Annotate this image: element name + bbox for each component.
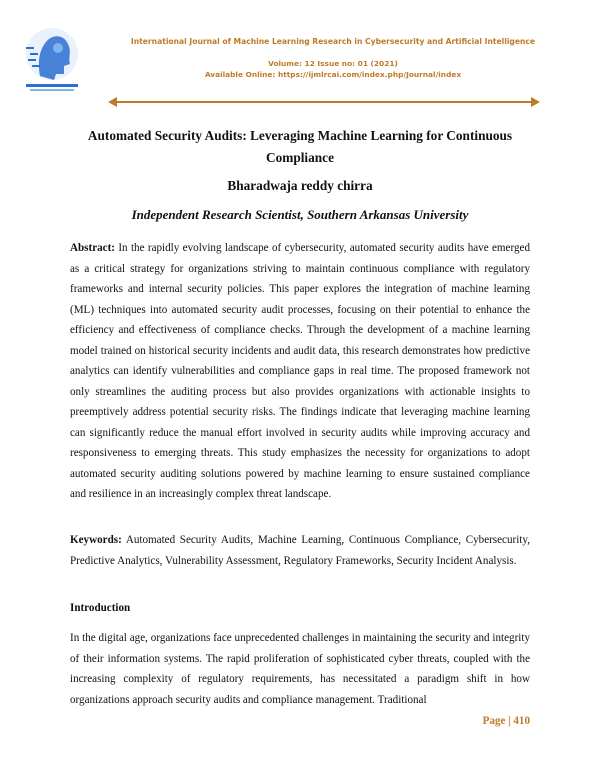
abstract-text: In the rapidly evolving landscape of cybersecurity, automated security audits have emerged as a critical strategy for organizations striving to maintain continuous compliance with regulatory frameworks and internal security policies. This paper explores the integration of machine learning (ML) techniques into automated security audit processes, focusing on their potential to enhance the efficiency and effectiveness of compliance checks. Through the development of a machine learning model trained on historical security incidents and audit data, this research demonstrates how predictive analytics can identify vulnerabilities and compliance gaps in real time. The proposed framework not only streamlines the auditing process but also provides organizations with actionable insights to preemptively address potential security risks. The findings indicate that leveraging machine learning can significantly reduce the manual effort involved in security audits while improving accuracy and responsiveness to emerging threats. This study emphasizes the necessity for organizations to adopt automated security auditing solutions powered by machine learning to ensure sustained compliance and resilience in an increasingly complex threat landscape. (70, 242, 530, 500)
journal-name: International Journal of Machine Learning Research in Cybersecurity and Artificial Intelligence (130, 37, 536, 46)
available-online-link[interactable]: Available Online: https://ijmlrcai.com/index.php/Journal/index (204, 70, 462, 79)
header-divider (108, 96, 540, 108)
author-name: Bharadwaja reddy chirra (227, 178, 373, 193)
introduction-text: In the digital age, organizations face unprecedented challenges in maintaining the security and integrity of their information systems. The rapid proliferation of sophisticated cyber threats, coupled with the increasing complexity of regulatory requirements, has necessitated a paradigm shift in how organizations approach security audits and compliance management. Traditional (70, 632, 530, 706)
abstract (70, 238, 530, 505)
volume-issue: Volume: 12 Issue no: 01 (2021) (268, 59, 398, 68)
keywords-text: Automated Security Audits, Machine Learning, Continuous Compliance, Cybersecurity, Predictive Analytics, Vulnerability Assessment, Regulatory Frameworks, Security Incident Analysis. (70, 534, 530, 567)
keywords-label: Keywords: (70, 534, 122, 546)
author-affiliation: Independent Research Scientist, Southern Arkansas University (131, 207, 469, 222)
paper-title: Automated Security Audits: Leveraging Machine Learning for Continuous Compliance (87, 128, 513, 165)
abstract-label: Abstract: (70, 242, 115, 254)
keywords (70, 530, 530, 571)
page-number: Page | 410 (482, 715, 530, 727)
journal-logo (20, 24, 84, 94)
section-heading-introduction: Introduction (70, 602, 131, 614)
